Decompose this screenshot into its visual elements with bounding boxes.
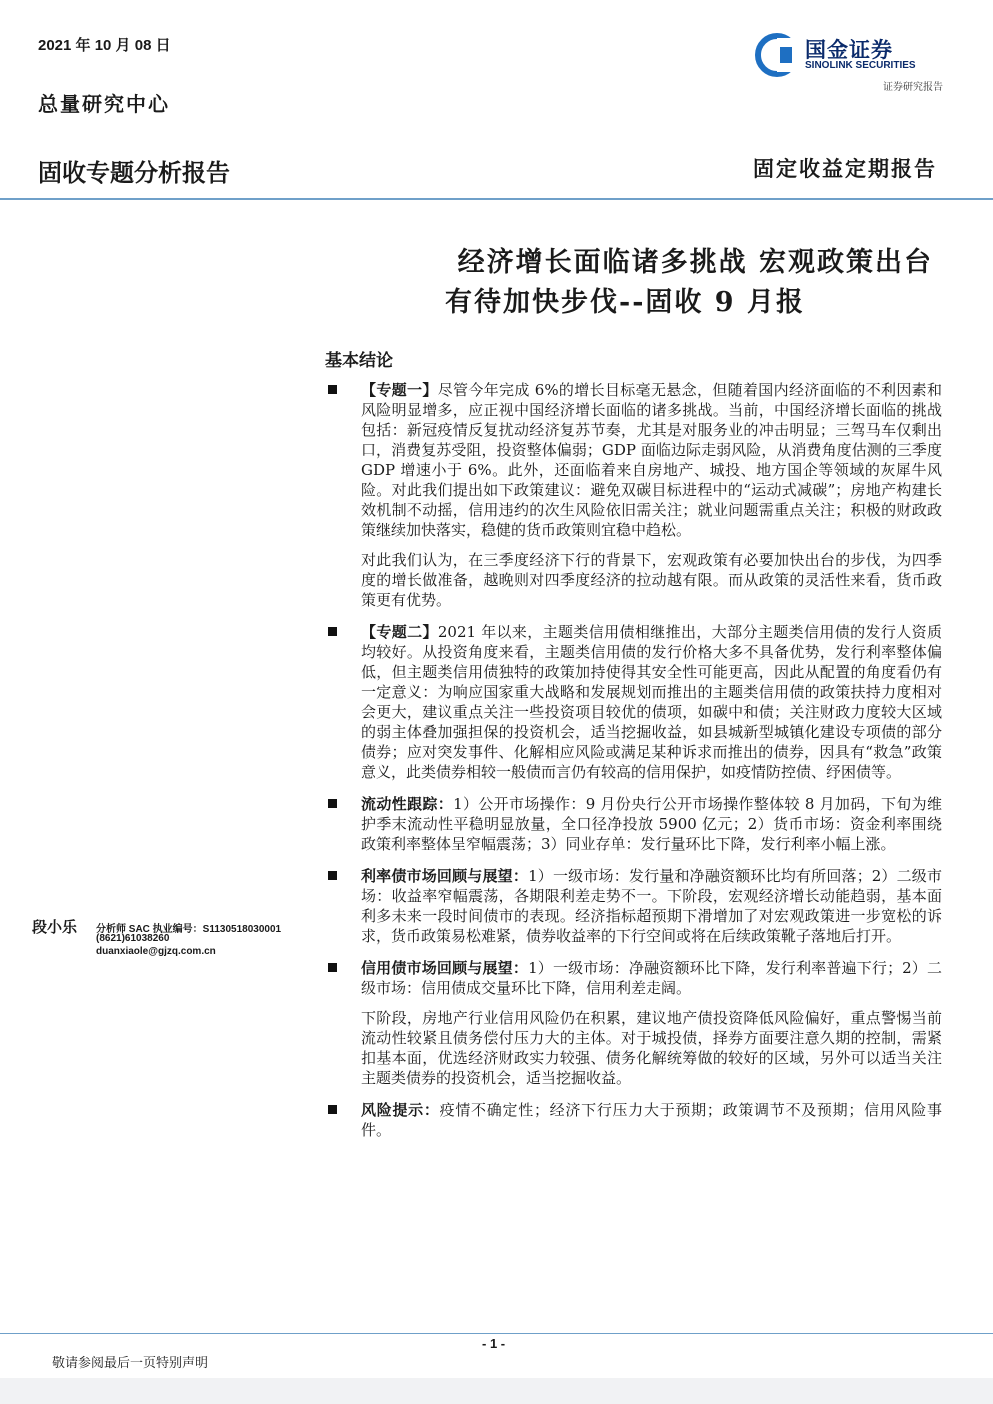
report-title-line-1: 经济增长面临诸多挑战 宏观政策出台	[457, 247, 933, 278]
bullet-text: 尽管今年完成 6%的增长目标毫无悬念，但随着国内经济面临的不利因素和风险明显增多，应正视中国经济增长面临的诸多挑战。当前，中国经济增长面临的挑战包括：新冠疫情反复扰动经济复苏节奏，尤其是对服务业的冲击明显；三驾马车仅剩出口，消费复苏受阻，投资整体偏弱；GDP 面临边际走弱风险，从消费角度估测的三季度 GDP 增速小于 6%。此外，还面临着来自房地产、城投、地方国企等领域的灰犀牛风险。对此我们提出如下政策建议：避免双碳目标进程中的“运动式减碳”；房地产构建长效机制不动摇，信用违约的次生风险依旧需关注；就业问题需重点关注；积极的财政政策继续加快落实，稳健的货币政策则宜稳中趋松。	[361, 381, 942, 539]
bullet-square-icon	[328, 385, 337, 394]
bullet-square-icon	[328, 871, 337, 880]
bullet-text: 1）一级市场：净融资额环比下降，发行利率普遍下行；2）二级市场：信用债成交量环比下降，信用利差走阔。	[361, 959, 942, 997]
bullet-square-icon	[328, 627, 337, 636]
bullet-text: 1）一级市场：发行量和净融资额环比均有所回落；2）二级市场：收益率窄幅震荡，各期限利差走势不一。下阶段，宏观经济增长动能趋弱，基本面利多未来一段时间债市的表现。经济指标超预期下滑增加了对宏观政策进一步宽松的诉求，货币政策易松难紧，债券收益率的下行空间或将在后续政策靴子落地后打开。	[361, 867, 942, 945]
bullet-lead: 利率债市场回顾与展望：	[361, 867, 529, 885]
bullet-lead: 【专题一】	[361, 381, 438, 399]
bullet-square-icon	[328, 963, 337, 972]
bullet-square-icon	[328, 1105, 337, 1114]
bullet-text: 2021 年以来，主题类信用债相继推出，大部分主题类信用债的发行人资质均较好。从投资角度来看，主题类信用债的发行价格大多不具备优势，发行利率整体偏低，但主题类信用债独特的政策加持使得其安全性可能更高，因此从配置的角度看仍有一定意义：为响应国家重大战略和发展规划而推出的主题类信用债的政策扶持力度相对会更大，建议重点关注一些投资项目较优的债项，如碳中和债；关注财政力度较大区域的弱主体叠加强担保的投资机会，适当挖掘收益，如县城新型城镇化建设专项债的部分债券；应对突发事件、化解相应风险或满足某种诉求而推出的债券，因具有“救急”政策意义，此类债券相较一般债而言仍有较高的信用保护，如疫情防控债、纾困债等。	[361, 623, 942, 781]
disclaimer-note: 敬请参阅最后一页特别声明	[52, 1356, 209, 1371]
footer-divider	[0, 1333, 993, 1334]
research-center: 总量研究中心	[38, 92, 170, 116]
bullet-rate-bonds	[325, 866, 942, 946]
section-title: 基本结论	[325, 351, 393, 371]
bullet-lead: 风险提示：	[361, 1101, 440, 1119]
bullet-topic-1	[325, 380, 942, 540]
bullet-topic-2	[325, 622, 942, 782]
report-date: 2021 年 10 月 08 日	[38, 37, 171, 54]
report-title-line-2: 有待加快步伐--固收 9 月报	[445, 287, 805, 318]
analyst-email[interactable]: duanxiaole@gjzq.com.cn	[96, 946, 216, 957]
company-logo	[755, 32, 945, 78]
bullet-lead: 【专题二】	[361, 623, 438, 641]
logo-name-cn: 国金证券	[805, 39, 893, 62]
logo-mark-icon	[755, 32, 801, 78]
analyst-phone: (8621)61038260	[96, 933, 170, 944]
page-number: - 1 -	[482, 1336, 506, 1351]
bullet-square-icon	[328, 799, 337, 808]
analyst-name: 段小乐	[32, 918, 78, 936]
logo-name-en: SINOLINK SECURITIES	[805, 60, 916, 71]
bullet-lead: 流动性跟踪：	[361, 795, 454, 813]
bullet-text: 1）公开市场操作：9 月份央行公开市场操作整体较 8 月加码，下旬为维护季末流动性平稳明显放量，全口径净投放 5900 亿元；2）货币市场：资金利率围绕政策利率整体呈窄幅震荡；3）同业存单：发行量环比下降，发行利率小幅上涨。	[361, 795, 942, 853]
bullet-risk	[325, 1100, 942, 1140]
bullet-lead: 信用债市场回顾与展望：	[361, 959, 529, 977]
bullet-liquidity	[325, 794, 942, 854]
bullet-credit-bonds	[325, 958, 942, 998]
bullet-credit-bonds-extra: 下阶段，房地产行业信用风险仍在积累，建议地产债投资降低风险偏好，重点警惕当前流动性较紧且债务偿付压力大的主体。对于城投债，择券方面要注意久期的控制，需紧扣基本面，优选经济财政实力较强、债务化解统筹做的较好的区域，另外可以适当关注主题类债券的投资机会，适当挖掘收益。	[361, 1009, 942, 1087]
analyst-sac-id: 分析师 SAC 执业编号：S1130518030001	[96, 924, 282, 935]
report-type: 固收专题分析报告	[38, 160, 230, 187]
bullet-text: 疫情不确定性；经济下行压力大于预期；政策调节不及预期；信用风险事件。	[361, 1101, 942, 1139]
logo-subtitle: 证券研究报告	[883, 82, 943, 93]
header-divider	[0, 198, 993, 200]
bullet-topic-1-extra: 对此我们认为，在三季度经济下行的背景下，宏观政策有必要加快出台的步伐，为四季度的增长做准备，越晚则对四季度经济的拉动越有限。而从政策的灵活性来看，货币政策更有优势。	[361, 551, 942, 609]
report-kind: 固定收益定期报告	[753, 156, 937, 181]
conclusions-body	[325, 380, 942, 1152]
footer-band	[0, 1378, 993, 1404]
